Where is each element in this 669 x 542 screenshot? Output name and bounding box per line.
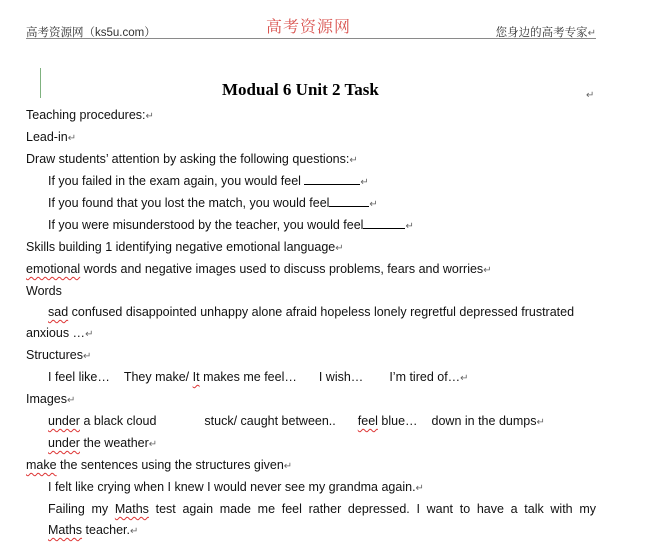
text-run: I wish… <box>318 370 364 384</box>
words-list <box>26 302 596 323</box>
header-logo: 高考资源网 <box>266 17 352 36</box>
paragraph-mark-icon: ↵ <box>67 133 77 144</box>
document-title: Modual 6 Unit 2 Task <box>222 80 379 99</box>
structures-list <box>26 367 596 389</box>
paragraph-mark-icon: ↵ <box>335 243 344 254</box>
question-3 <box>26 215 596 237</box>
example-sentence-2 <box>26 499 596 520</box>
header-left-text: 高考资源网（ks5u.com） <box>26 27 156 39</box>
answer-blank <box>329 196 369 207</box>
text-run: If you found that you lost the match, you would feel <box>48 196 330 210</box>
text-run: teacher. <box>82 523 130 537</box>
text-run: Draw students’ attention by asking the following questions: <box>26 152 350 166</box>
text-run: Maths <box>114 502 149 516</box>
example-sentence-2-continued <box>26 520 596 542</box>
line-emotional-words <box>26 259 596 281</box>
text-run: confused disappointed unhappy alone afraid hopeless lonely regretful depressed frustrated <box>68 305 575 319</box>
line-teaching-procedures <box>26 105 596 127</box>
text-run: Maths <box>48 523 83 537</box>
images-list-continued <box>26 433 596 455</box>
page-header <box>26 10 596 39</box>
text-run: feel <box>357 414 378 428</box>
text-run: under <box>48 436 80 450</box>
words-list-continued <box>26 323 596 345</box>
paragraph-mark-icon: ↵ <box>586 90 595 101</box>
paragraph-mark-icon: ↵ <box>130 526 139 537</box>
paragraph-mark-icon: ↵ <box>67 395 76 406</box>
heading-images <box>26 389 596 411</box>
line-make-sentences <box>26 455 596 477</box>
text-run: Failing my <box>48 502 115 516</box>
line-draw-attention <box>26 149 596 171</box>
example-sentence-1 <box>26 477 596 499</box>
text-run: If you were misunderstood by the teacher, you would feel <box>48 218 364 232</box>
paragraph-mark-icon: ↵ <box>145 111 154 122</box>
text-run: test again made me feel rather depressed. I want to have a talk with my <box>148 502 596 516</box>
paragraph-mark-icon: ↵ <box>82 351 92 362</box>
paragraph-mark-icon: ↵ <box>405 221 414 232</box>
images-list <box>26 411 596 433</box>
text-run: blue… <box>377 414 418 428</box>
answer-blank <box>363 218 405 229</box>
header-right-text: 您身边的高考专家↵ <box>495 27 596 39</box>
heading-structures <box>26 345 596 367</box>
text-run: Structures <box>26 348 83 362</box>
text-cursor <box>40 68 41 98</box>
text-run: a black cloud <box>79 414 157 428</box>
question-2 <box>26 193 596 215</box>
text-run: It <box>192 370 200 384</box>
text-run: Words <box>26 284 62 298</box>
paragraph-mark-icon: ↵ <box>369 199 378 210</box>
text-run: under <box>48 414 80 428</box>
text-run: the sentences using the structures given <box>56 458 284 472</box>
text-run: makes me feel… <box>199 370 297 384</box>
paragraph-mark-icon: ↵ <box>148 439 158 450</box>
text-run: I feel like… <box>48 370 110 384</box>
line-lead-in <box>26 127 596 149</box>
text-run: words and negative images used to discuss problems, fears and worries <box>80 262 484 276</box>
text-run: Skills building 1 identifying negative emotional language <box>26 240 336 254</box>
text-run: stuck/ caught between.. <box>204 414 336 428</box>
text-run: They make/ <box>123 370 190 384</box>
line-skills-building <box>26 237 596 259</box>
text-run: I felt like crying when I knew I would never see my grandma again. <box>48 480 416 494</box>
text-run: the weather <box>79 436 149 450</box>
text-run: Lead-in <box>26 130 68 144</box>
question-1 <box>26 171 596 193</box>
paragraph-mark-icon: ↵ <box>536 417 545 428</box>
paragraph-mark-icon: ↵ <box>85 329 94 340</box>
paragraph-mark-icon: ↵ <box>349 155 358 166</box>
paragraph-mark-icon: ↵ <box>415 483 424 494</box>
text-run: anxious … <box>26 326 86 340</box>
text-run: make <box>26 458 57 472</box>
paragraph-mark-icon: ↵ <box>587 28 596 39</box>
document-body[interactable] <box>26 105 596 542</box>
paragraph-mark-icon: ↵ <box>360 177 369 188</box>
answer-blank <box>304 174 360 185</box>
text-run: down in the dumps <box>431 414 537 428</box>
text-run: sad <box>48 305 69 319</box>
text-run: If you failed in the exam again, you would feel <box>48 174 301 188</box>
paragraph-mark-icon: ↵ <box>283 461 293 472</box>
text-run: Teaching procedures: <box>26 108 146 122</box>
heading-words <box>26 281 596 302</box>
text-run: Images <box>26 392 67 406</box>
text-run: emotional <box>26 262 81 276</box>
paragraph-mark-icon: ↵ <box>460 373 469 384</box>
paragraph-mark-icon: ↵ <box>483 265 492 276</box>
text-run: I’m tired of… <box>389 370 461 384</box>
